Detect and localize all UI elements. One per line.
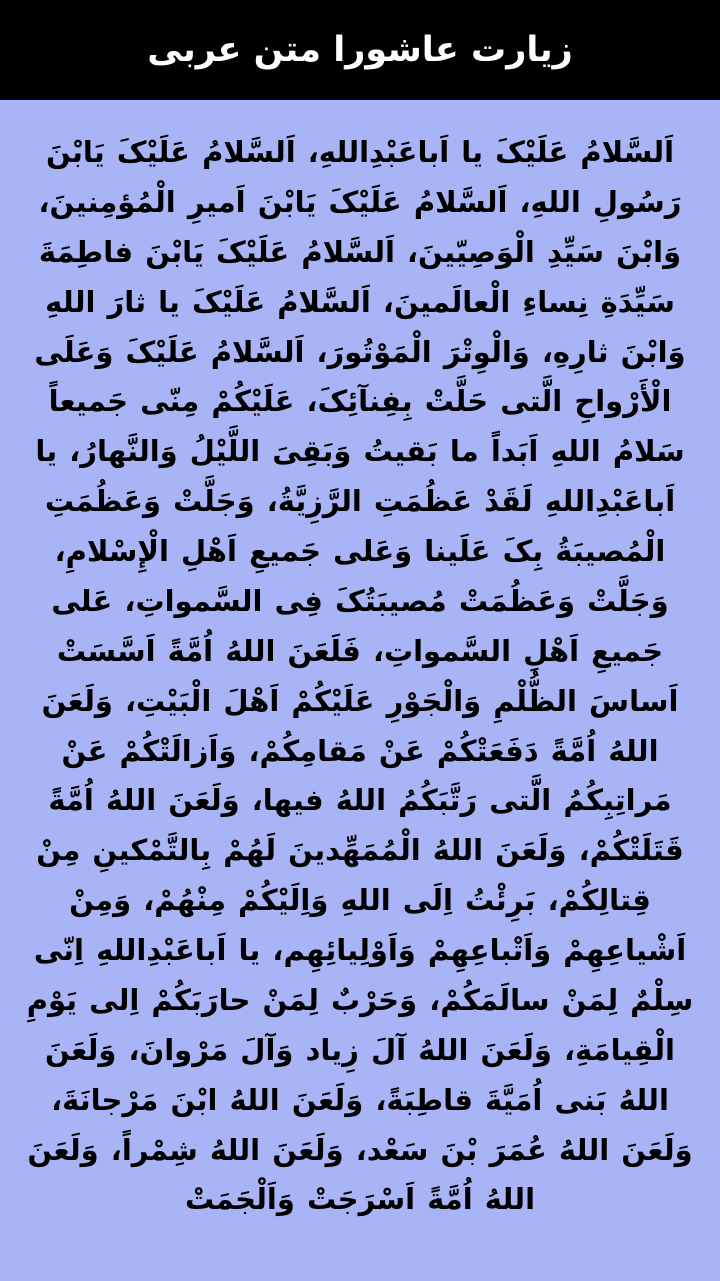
- page-title: زيارت عاشورا متن عربى: [147, 30, 573, 70]
- content-area: [0, 100, 720, 1235]
- title-bar: [0, 0, 720, 100]
- arabic-prayer-text: اَلسَّلامُ عَلَيْکَ يا اَباعَبْدِاللهِ، اَلسَّلامُ عَلَيْکَ يَابْنَ رَسُولِ اللهِ، اَلسَّلامُ عَلَيْکَ يَابْنَ اَميرِ الْمُؤمِنينَ، وَابْنَ سَيِّدِ الْوَصِيّينَ، اَلسَّلامُ عَلَيْکَ يَابْنَ فاطِمَةَ سَيِّدَةِ نِساءِ الْعالَمينَ، اَلسَّلامُ عَلَيْکَ يا ثارَ اللهِ وَابْنَ ثارِهِ، وَالْوِتْرَ الْمَوْتُورَ، اَلسَّلامُ عَلَيْکَ وَعَلَى الْأَرْواحِ الَّتى حَلَّتْ بِفِنآئِکَ، عَلَيْکُمْ مِنّى جَميعاً سَلامُ اللهِ اَبَداً ما بَقيتُ وَبَقِىَ اللَّيْلُ وَالنَّهارُ، يا اَباعَبْدِاللهِ لَقَدْ عَظُمَتِ الرَّزِيَّةُ، وَجَلَّتْ وَعَظُمَتِ الْمُصيبَةُ بِکَ عَلَينا وَعَلى جَميعِ اَهْلِ الْإِسْلامِ، وَجَلَّتْ وَعَظُمَتْ مُصيبَتُکَ فِى السَّمواتِ، عَلى جَميعِ اَهْلِ السَّمواتِ، فَلَعَنَ اللهُ اُمَّةً اَسَّسَتْ اَساسَ الظُّلْمِ وَالْجَوْرِ عَلَيْکُمْ اَهْلَ الْبَيْتِ، وَلَعَنَ اللهُ اُمَّةً دَفَعَتْکُمْ عَنْ مَقامِکُمْ، وَاَزالَتْکُمْ عَنْ مَراتِبِکُمُ الَّتى رَتَّبَکُمُ اللهُ فيها، وَلَعَنَ اللهُ اُمَّةً قَتَلَتْکُمْ، وَلَعَنَ اللهُ الْمُمَهِّدينَ لَهُمْ بِالتَّمْکينِ مِنْ قِتالِکُمْ، بَرِئْتُ اِلَى اللهِ وَاِلَيْکُمْ مِنْهُمْ، وَمِنْ اَشْياعِهِمْ وَاَتْباعِهِمْ وَاَوْلِيائِهِم، يا اَباعَبْدِاللهِ اِنّى سِلْمٌ لِمَنْ سالَمَکُمْ، وَحَرْبٌ لِمَنْ حارَبَکُمْ اِلى يَوْمِ الْقِيامَةِ، وَلَعَنَ اللهُ آلَ زِياد وَآلَ مَرْوانَ، وَلَعَنَ اللهُ بَنى اُمَيَّةَ قاطِبَةً، وَلَعَنَ اللهُ ابْنَ مَرْجانَةَ، وَلَعَنَ اللهُ عُمَرَ بْنَ سَعْد، وَلَعَنَ اللهُ شِمْراً، وَلَعَنَ اللهُ اُمَّةً اَسْرَجَتْ وَاَلْجَمَتْ: [26, 135, 694, 1217]
